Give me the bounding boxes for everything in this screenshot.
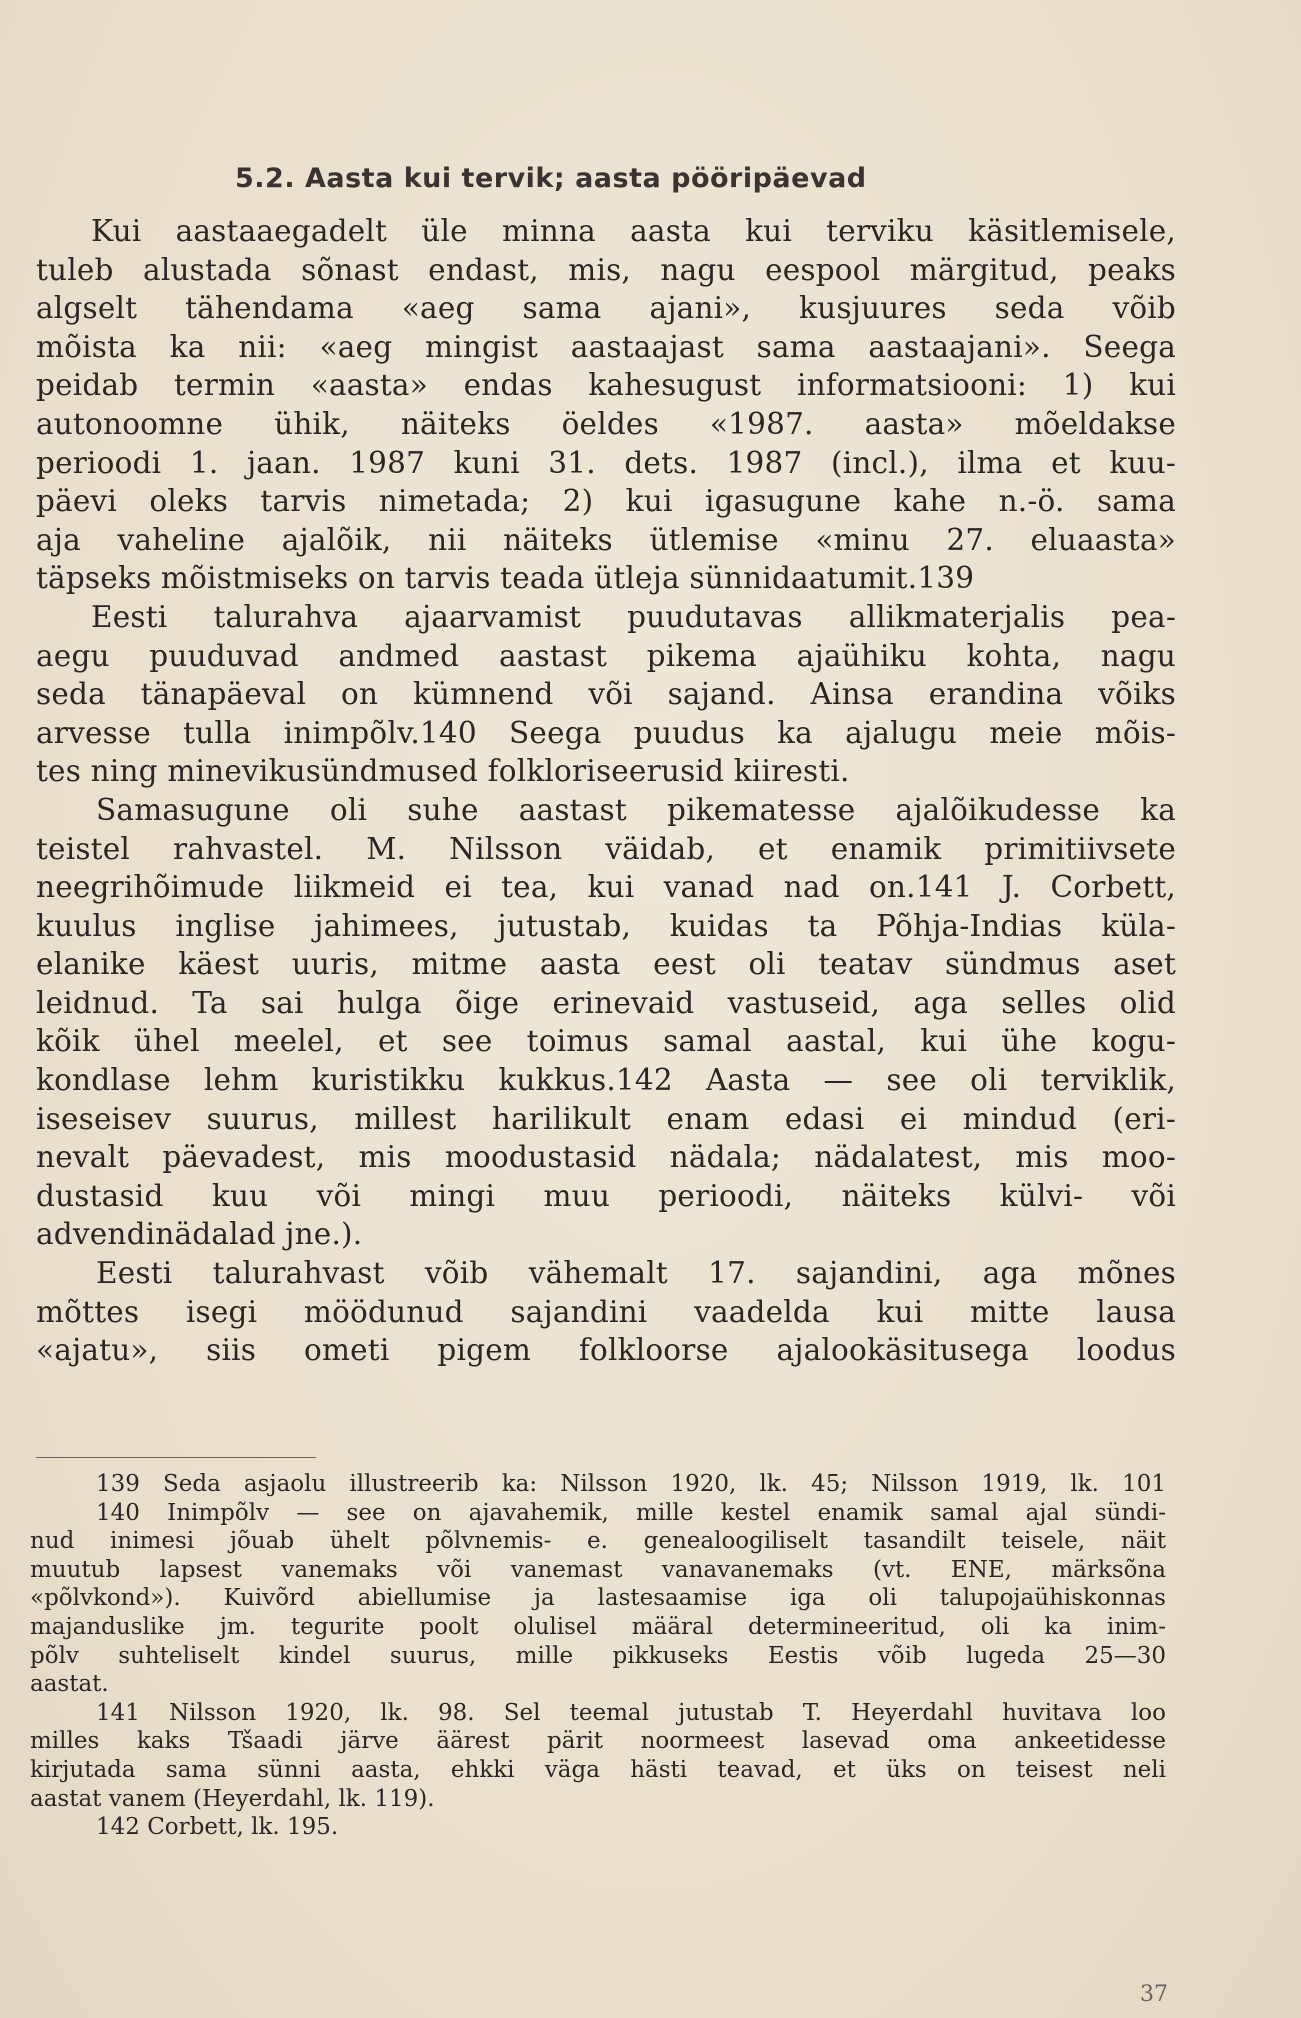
text-line: dustasid kuu või mingi muu perioodi, näiteks külvi- või (36, 1178, 1176, 1213)
text-line: Eesti talurahvast võib vähemalt 17. sajandini, aga mõnes (96, 1256, 1176, 1291)
text-line: advendinädalad jne.). (36, 1217, 363, 1252)
text-line: täpseks mõistmiseks on tarvis teada ütleja sünnidaatumit.139 (36, 561, 975, 596)
text-line: Kui aastaaegadelt üle minna aasta kui terviku käsitlemisele, (91, 214, 1176, 248)
footnotes (30, 1470, 1166, 1842)
footnote-line: 141 Nilsson 1920, lk. 98. Sel teemal jutustab T. Heyerdahl huvitava loo (96, 1699, 1166, 1726)
text-line: Samasugune oli suhe aastast pikematesse ajalõikudesse ka (96, 792, 1176, 827)
footnote-line: 140 Inimpõlv — see on ajavahemik, mille kestel enamik samal ajal sündi- (96, 1499, 1166, 1526)
text-line: iseseisev suurus, millest harilikult enam edasi ei mindud (eri- (36, 1101, 1176, 1136)
text-line: aegu puuduvad andmed aastast pikema ajaühiku kohta, nagu (36, 638, 1176, 673)
text-line: arvesse tulla inimpõlv.140 Seega puudus ka ajalugu meie mõis- (36, 715, 1176, 750)
text-line: kõik ühel meelel, et see toimus samal aastal, kui ühe kogu- (36, 1024, 1176, 1059)
footnote-line: põlv suhteliselt kindel suurus, mille pikkuseks Eestis võib lugeda 25—30 (30, 1642, 1166, 1669)
footnote-line: aastat vanem (Heyerdahl, lk. 119). (30, 1785, 435, 1812)
text-line: nevalt päevadest, mis moodustasid nädala; nädalatest, mis moo- (36, 1140, 1176, 1175)
page-number: 37 (1140, 1982, 1168, 2007)
text-line: leidnud. Ta sai hulga õige erinevaid vastuseid, aga selles olid (36, 985, 1176, 1020)
footnote-line: milles kaks Tšaadi järve äärest pärit noormeest lasevad oma ankeetidesse (30, 1728, 1166, 1755)
text-line: autonoomne ühik, näiteks öeldes «1987. aasta» mõeldakse (36, 406, 1176, 441)
text-line: seda tänapäeval on kümnend või sajand. Ainsa erandina võiks (36, 677, 1176, 712)
text-line: neegrihõimude liikmeid ei tea, kui vanad nad on.141 J. Corbett, (36, 870, 1176, 905)
footnote-line: aastat. (30, 1671, 109, 1698)
text-line: perioodi 1. jaan. 1987 kuni 31. dets. 1987 (incl.), ilma et kuu- (36, 445, 1176, 480)
footnote-divider (36, 1457, 316, 1458)
text-line: Eesti talurahva ajaarvamist puudutavas allikmaterjalis pea- (91, 599, 1176, 634)
text-line: tes ning minevikusündmused folkloriseerusid kiiresti. (36, 754, 850, 789)
text-line: päevi oleks tarvis nimetada; 2) kui igasugune kahe n.-ö. sama (36, 484, 1176, 519)
text-line: mõttes isegi möödunud sajandini vaadelda kui mitte lausa (36, 1294, 1176, 1329)
text-line: «ajatu», siis ometi pigem folkloorse ajalookäsitusega loodus (36, 1333, 1176, 1368)
text-line: mõista ka nii: «aeg mingist aastaajast sama aastaajani». Seega (36, 329, 1176, 364)
footnote-line: muutub lapsest vanemaks või vanemast vanavanemaks (vt. ENE, märksõna (30, 1556, 1166, 1583)
text-line: algselt tähendama «aeg sama ajani», kusjuures seda võib (36, 291, 1176, 326)
text-line: peidab termin «aasta» endas kahesugust informatsiooni: 1) kui (36, 368, 1176, 403)
footnote-line: nud inimesi jõuab ühelt põlvnemis- e. genealoogiliselt tasandilt teisele, näit (30, 1528, 1166, 1555)
text-line: elanike käest uuris, mitme aasta eest oli teatav sündmus aset (36, 947, 1176, 982)
text-line: teistel rahvastel. M. Nilsson väidab, et enamik primitiivsete (36, 831, 1176, 866)
footnote-line: majanduslike jm. tegurite poolt olulisel määral determineeritud, oli ka inim- (30, 1613, 1166, 1640)
footnote-line: 139 Seda asjaolu illustreerib ka: Nilsson 1920, lk. 45; Nilsson 1919, lk. 101 (96, 1471, 1166, 1497)
text-line: kuulus inglise jahimees, jutustab, kuidas ta Põhja-Indias küla- (36, 908, 1176, 943)
footnote-line: 142 Corbett, lk. 195. (96, 1814, 339, 1841)
section-heading: 5.2. Aasta kui tervik; aasta pööripäevad (235, 163, 867, 194)
text-line: aja vaheline ajalõik, nii näiteks ütlemise «minu 27. eluaasta» (36, 522, 1176, 557)
text-line: tuleb alustada sõnast endast, mis, nagu eespool märgitud, peaks (36, 252, 1176, 287)
footnote-line: «põlvkond»). Kuivõrd abiellumise ja lastesaamise iga oli talupojaühiskonnas (30, 1585, 1166, 1612)
text-line: kondlase lehm kuristikku kukkus.142 Aasta — see oli terviklik, (36, 1063, 1176, 1098)
body-text (36, 212, 1176, 1370)
footnote-line: kirjutada sama sünni aasta, ehkki väga hästi teavad, et üks on teisest neli (30, 1756, 1166, 1783)
